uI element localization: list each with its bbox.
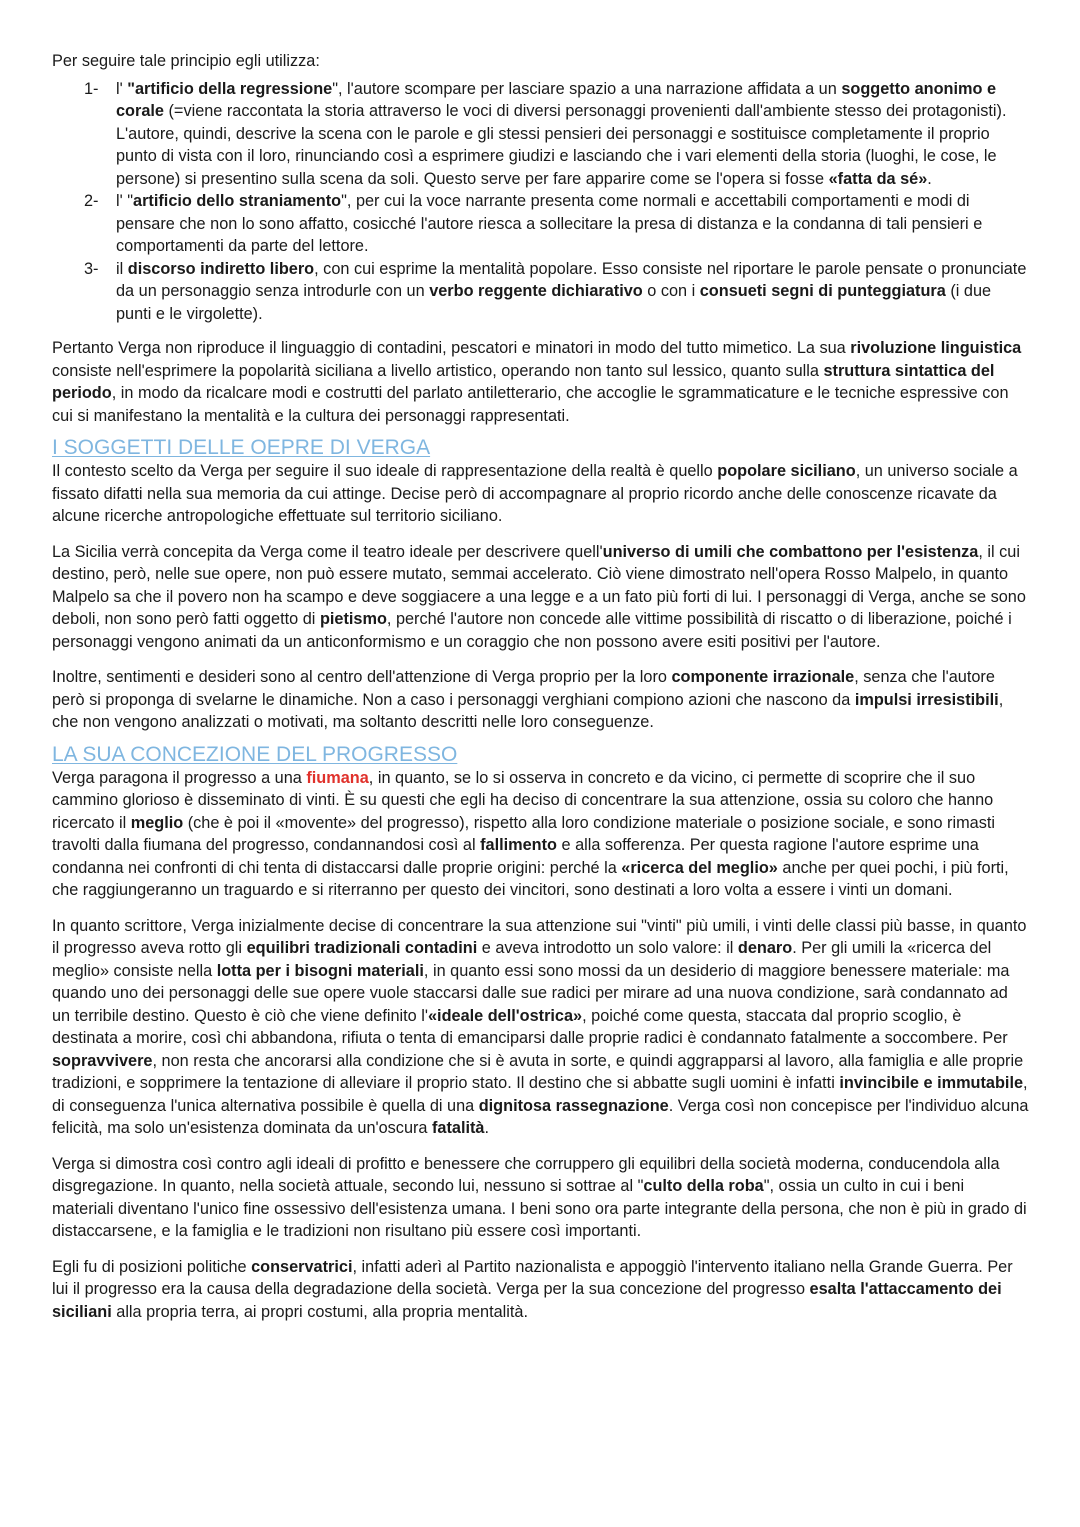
text-run: l' " [116,192,134,210]
paragraph-contesto [52,460,1030,528]
bold-term: pietismo [319,610,387,628]
bold-term: fallimento [480,836,557,854]
intro-text: Per seguire tale principio egli utilizza: [52,52,320,70]
text-run: , di conseguenza l'unica alternativa possibile è quella di una [52,1074,1028,1115]
text-run: . Per gli umili la «ricerca del meglio» consiste nella [52,939,992,980]
text-run: Pertanto Verga non riproduce il linguaggio di contadini, pescatori e minatori in modo del tutto mimetico. La sua [52,339,851,357]
text-run: , non resta che ancorarsi alla condizione che si è avuta in sorte, e quindi aggrapparsi al lavoro, alla famiglia e alle proprie tradizioni, e sopprimere la tentazione di alleviare il proprio stato. Il destino che si abbatte sugli uomini è infatti [52,1051,1024,1092]
bold-term: struttura sintattica del periodo [52,361,995,402]
heading-progresso: LA SUA CONCEZIONE DEL PROGRESSO [52,742,458,766]
bold-term: culto della roba [643,1177,764,1195]
bold-term: discorso indiretto libero [127,259,315,278]
technique-item-regressione [84,78,1030,191]
text-run: l' [116,79,128,98]
text-run: alla propria terra, ai propri costumi, alla propria mentalità. [111,1302,528,1321]
bold-term: conservatrici [251,1257,353,1276]
techniques-list [52,78,1030,326]
paragraph-fiumana [52,767,1030,902]
text-run: , un universo sociale a fissato difatti nella sua memoria da cui attinge. Decise però di accompagnare al proprio ricordo anche delle conoscenze ricavate da alcune ricerche antropologiche effettuate sul territorio siciliano. [52,462,1018,525]
text-run: consiste nell'esprimere la popolarità siciliana a livello artistico, operando non tanto sul lessico, quanto sulla [52,361,824,380]
text-run: , perché l'autore non concede alle vittime possibilità di riscatto o di liberazione, poiché i personaggi vengono animati da un anticonformismo e un coraggio che non possono avere esiti positivi per l'autore. [52,610,1012,651]
bold-term: lotta per i bisogni materiali [216,961,424,980]
text-run: . [484,1119,490,1137]
text-run: In quanto scrittore, Verga inizialmente decise di concentrare la sua attenzione sui "vinti" più umili, i vinti delle classi più basse, in quanto il progresso aveva rotto gli [52,916,1027,957]
paragraph-politica [52,1256,1030,1324]
paragraph-linguaggio [52,337,1030,427]
paragraph-sentimenti [52,666,1030,734]
paragraph-profitto [52,1153,1030,1243]
bold-term: meglio [130,813,184,832]
text-run: , infatti aderì al Partito nazionalista e appoggiò l'intervento italiano nella Grande Guerra. Per lui il progresso era la causa della degradazione della società. Verga per la sua concezione del progresso [52,1257,1013,1298]
bold-term: rivoluzione linguistica [850,339,1022,357]
bold-term: popolare siciliano [717,462,856,480]
text-run: ", per cui la voce narrante presenta come normali e accettabili comportamenti e modi di pensare che non lo sono affatto, cosicché l'autore riesca a sollecitare la presa di distanza e la condanna di tali pensieri e comportamenti da parte del lettore. [116,192,983,255]
list-number: 1- [84,79,99,98]
technique-text [116,80,1006,188]
highlighted-term: fiumana [306,768,369,787]
text-run: Il contesto scelto da Verga per seguire il suo ideale di rappresentazione della realtà è quello [52,462,718,480]
bold-term: componente irrazionale [671,668,855,686]
text-run: ", l'autore scompare per lasciare spazio a una narrazione affidata a un [332,79,842,98]
bold-term: «fatta da sé» [828,169,928,188]
list-number: 2- [84,192,99,210]
bold-term: equilibri tradizionali contadini [246,939,478,957]
bold-term: esalta l'attaccamento dei siciliani [52,1280,1002,1321]
technique-text [116,192,982,255]
list-number: 3- [84,259,99,278]
bold-term: soggetto anonimo e corale [116,79,996,120]
bold-term: artificio dello straniamento [133,192,342,210]
text-run: Verga paragona il progresso a una [52,768,307,787]
text-run: , il cui destino, però, nelle sue opere, non può essere mutato, semmai accelerato. Ciò viene dimostrato nell'opera Rosso Malpelo, in quanto Malpelo sa che il povero non ha scampo e deve soggiacere a una legge e a un fato più forti di lui. I personaggi di Verga, anche se sono deboli, non sono però fatti oggetto di [52,542,1026,628]
bold-term: consueti segni di punteggiatura [699,282,946,300]
text-run: La Sicilia verrà concepita da Verga come il teatro ideale per descrivere quell' [52,542,603,561]
bold-term: fatalità [432,1119,485,1137]
bold-term: dignitosa rassegnazione [478,1096,669,1115]
text-run: , in quanto, se lo si osserva in concreto e da vicino, ci permette di scoprire che il suo cammino glorioso è disseminato di vinti. È su questi che egli ha deciso di concentrare la sua attenzione, ossia su coloro che hanno ricercato il [52,768,994,832]
text-run: , con cui esprime la mentalità popolare. Esso consiste nel riportare le parole pensate o pronunciate da un personaggio senza introdurle con un [116,259,1027,300]
technique-item-discorso-indiretto [84,258,1030,326]
technique-item-straniamento [84,190,1030,258]
heading-soggetti: I SOGGETTI DELLE OEPRE DI VERGA [52,436,431,459]
text-run: (che è poi il «movente» del progresso), rispetto alla loro condizione materiale o posizione sociale, e sono rimasti travolti dalla fiumana del progresso, condannandosi così al [52,813,995,854]
text-run: il [116,259,128,278]
text-run: Verga si dimostra così contro agli ideali di profitto e benessere che corruppero gli equilibri della società moderna, conducendola alla disgregazione. In quanto, nella società attuale, secondo lui, nessuno si sottrae al " [52,1154,1000,1195]
text-run: o con i [642,282,700,300]
text-run: , che non vengono analizzati o motivati, ma soltanto descritti nelle loro conseguenze. [52,690,1004,731]
text-run: , poiché come questa, staccata dal proprio scoglio, è destinata a morire, così chi abbandona, rifiuta o tenta di emanciparsi dalle proprie radici è condannato fatalmente a soccombere. Per [52,1006,1008,1047]
text-run: , in modo da ricalcare modi e costrutti del parlato antiletterario, che accoglie le sgrammaticature e le tecniche espressive con cui si manifestano la mentalità e la cultura dei personaggi rappresentati. [52,384,1009,425]
text-run: Inoltre, sentimenti e desideri sono al centro dell'attenzione di Verga proprio per la loro [52,668,672,686]
paragraph-scrittore [52,915,1030,1140]
paragraph-sicilia [52,541,1030,654]
bold-term: denaro [737,939,793,957]
text-run: ", ossia un culto in cui i beni materiali diventano l'unico fine ossessivo dell'esistenza umana. I beni sono ora parte integrante della persona, che non è più in grado di distaccarsene, e la famiglia e le tradizioni non risultano più essere così importanti. [52,1177,1027,1240]
bold-term: «ideale dell'ostrica» [428,1006,583,1025]
text-run: . [927,169,932,188]
bold-term: "artificio della regressione [127,79,333,98]
bold-term: sopravvivere [52,1051,153,1070]
technique-text [116,260,1026,323]
text-run: . Verga così non concepisce per l'individuo alcuna felicità, ma solo un'esistenza dominata da un'oscura [52,1096,1029,1137]
text-run: Egli fu di posizioni politiche [52,1257,252,1276]
bold-term: universo di umili che combattono per l'esistenza [602,542,979,561]
text-run: (=viene raccontata la storia attraverso le voci di diversi personaggi provenienti dall'ambiente stesso dei protagonisti). L'autore, quindi, descrive la scena con le parole e gli stessi pensieri dei personaggi e sostituisce completamente il proprio punto di vista con il loro, rinunciando così a esprimere giudizi e lasciando che i vari elementi della storia (luoghi, le cose, le persone) si presentino sulla scena da soli. Questo serve per fare apparire come se l'opera si fosse [116,102,1007,188]
bold-term: invincibile e immutabile [839,1074,1024,1092]
bold-term: «ricerca del meglio» [621,858,778,877]
text-run: , senza che l'autore però si proponga di svelarne le dinamiche. Non a caso i personaggi verghiani compiono azioni che nascono da [52,668,995,709]
bold-term: verbo reggente dichiarativo [429,282,643,300]
text-run: e alla sofferenza. Per questa ragione l'autore esprime una condanna nei confronti di chi tenta di distaccarsi dalle proprie origini: perché la [52,836,979,877]
text-run: , in quanto essi sono mossi da un desiderio di maggiore benessere materiale: ma quando uno dei personaggi delle sue opere vuole staccarsi dalle sue radici per mirare ad una nuova condizione, sarà condannato ad un terribile destino. Questo è ciò che viene definito l' [52,961,1010,1025]
bold-term: impulsi irresistibili [854,690,999,709]
text-run: e aveva introdotto un solo valore: il [477,939,738,957]
text-run: (i due punti e le virgolette). [116,282,992,323]
text-run: anche per quei pochi, i più forti, che raggiungeranno un traguardo e si riterranno per questo dei vincitori, sono destinati a loro volta a essere i vinti un domani. [52,858,1009,899]
